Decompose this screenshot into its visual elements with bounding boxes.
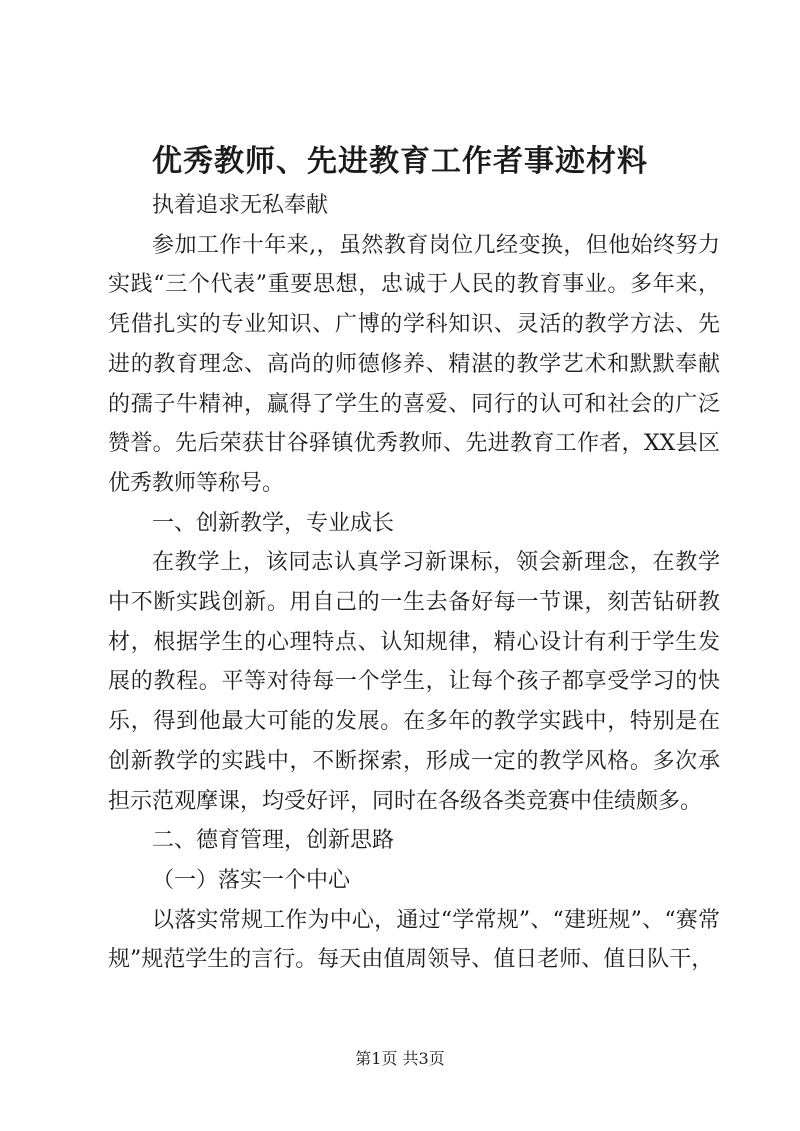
teaching-paragraph: 在教学上，该同志认真学习新课标，领会新理念，在教学中不断实践创新。用自己的一生去备好每一节课，刻苦钻研教材，根据学生的心理特点、认知规律，精心设计有利于学生发展的教程。平等对待每一个学生，让每个孩子都享受学习的快乐，得到他最大可能的发展。在多年的教学实践中，特别是在创新教学的实践中，不断探索，形成一定的教学风格。多次承担示范观摩课，均受好评，同时在各级各类竞赛中佳绩颇多。 <box>108 550 720 814</box>
intro-paragraph: 参加工作十年来,，虽然教育岗位几经变换，但他始终努力实践“三个代表”重要思想，忠诚于人民的教育事业。多年来，凭借扎实的专业知识、广博的学科知识、灵活的教学方法、先进的教育理念、高尚的师德修养、精湛的教学艺术和默默奉献的孺子牛精神，赢得了学生的喜爱、同行的认可和社会的广泛赞誉。先后荣获甘谷驿镇优秀教师、先进教育工作者，XX县区优秀教师等称号。 <box>108 232 720 496</box>
routine-paragraph: 以落实常规工作为中心，通过“学常规”、“建班规”、“赛常规”规范学生的言行。每天由值周领导、值日老师、值日队干， <box>108 907 720 973</box>
section-heading-2: 二、德育管理，创新思路 <box>152 828 395 854</box>
sub-heading-1: （一）落实一个中心 <box>152 867 351 893</box>
page-number-footer: 第1页 共3页 <box>355 1049 445 1068</box>
document-body <box>108 186 720 980</box>
document-title: 优秀教师、先进教育工作者事迹材料 <box>152 144 648 179</box>
subtitle-paragraph: 执着追求无私奉献 <box>152 193 329 218</box>
section-heading-1: 一、创新教学，专业成长 <box>152 510 395 536</box>
